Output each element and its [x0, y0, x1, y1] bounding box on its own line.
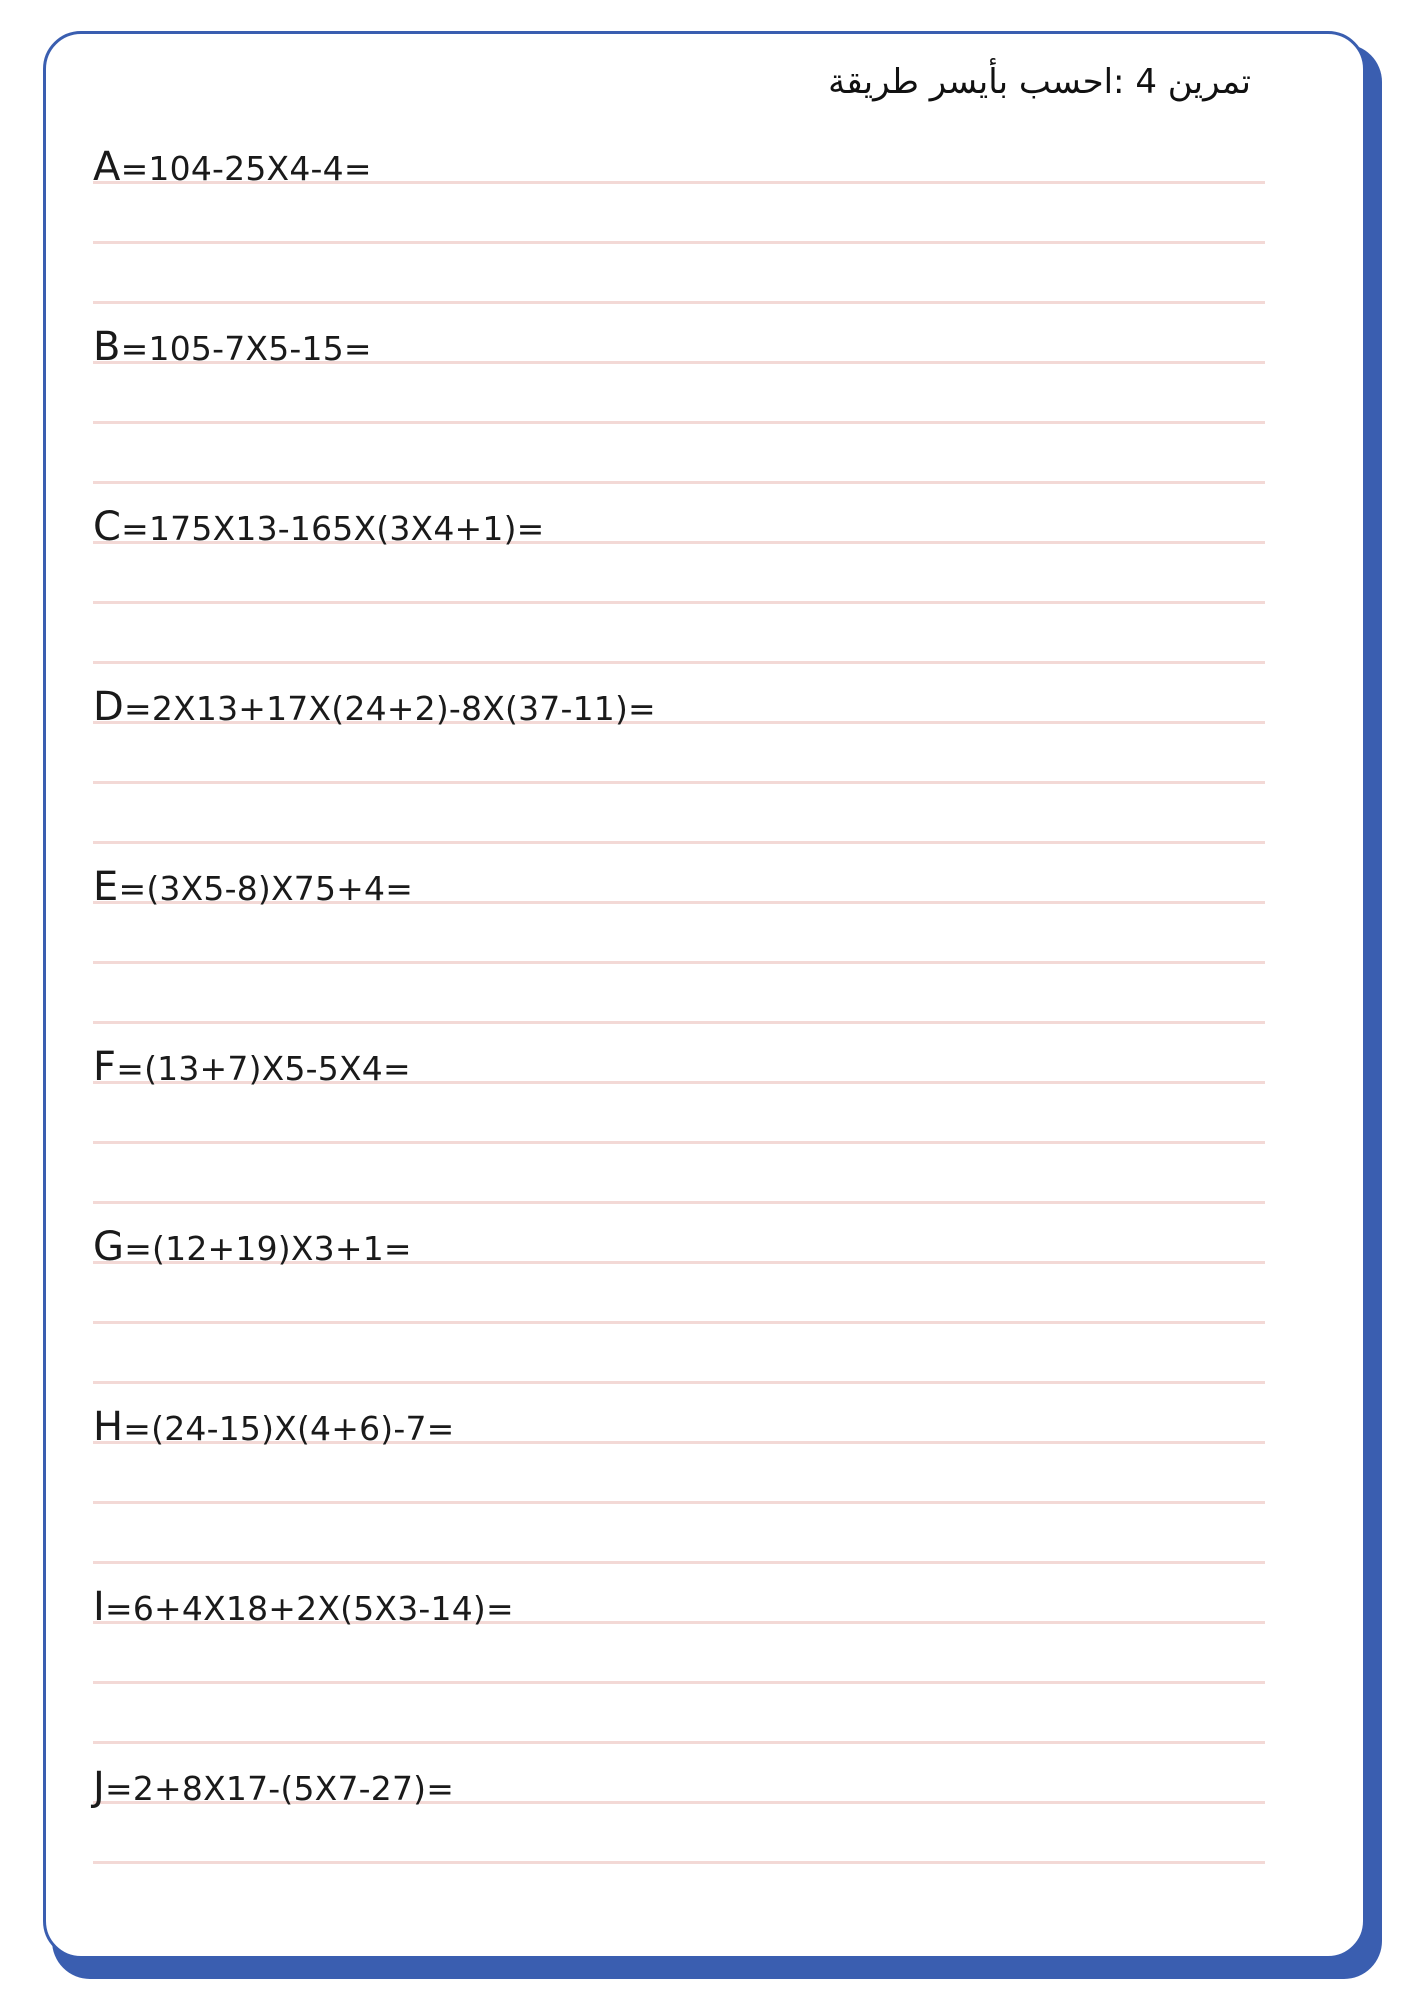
expression-text: =105-7X5-15= — [120, 329, 372, 368]
variable-letter: H — [93, 1404, 124, 1450]
variable-letter: C — [93, 504, 122, 550]
ruled-line — [93, 1861, 1265, 1864]
expression-text: =(3X5-8)X75+4= — [118, 869, 414, 908]
expression-text: =2X13+17X(24+2)-8X(37-11)= — [124, 689, 656, 728]
variable-letter: I — [93, 1584, 105, 1630]
expression-e — [93, 864, 413, 910]
expression-i — [93, 1584, 514, 1630]
expression-text: =6+4X18+2X(5X3-14)= — [105, 1589, 514, 1628]
expression-d — [93, 684, 656, 730]
expression-text: =175X13-165X(3X4+1)= — [121, 509, 545, 548]
ruled-line — [93, 1021, 1265, 1024]
expression-c — [93, 504, 545, 550]
ruled-line — [93, 781, 1265, 784]
expression-j — [93, 1764, 454, 1810]
ruled-line — [93, 421, 1265, 424]
variable-letter: F — [93, 1044, 117, 1090]
ruled-line — [93, 1381, 1265, 1384]
expression-text: =(12+19)X3+1= — [124, 1229, 412, 1268]
ruled-line — [93, 1321, 1265, 1324]
ruled-line — [93, 601, 1265, 604]
expression-f — [93, 1044, 411, 1090]
ruled-line — [93, 241, 1265, 244]
variable-letter: D — [93, 684, 125, 730]
expression-h — [93, 1404, 455, 1450]
expression-g — [93, 1224, 412, 1270]
expression-text: =(24-15)X(4+6)-7= — [123, 1409, 455, 1448]
ruled-line — [93, 1561, 1265, 1564]
variable-letter: G — [93, 1224, 125, 1270]
expression-text: =104-25X4-4= — [120, 149, 372, 188]
worksheet-frame — [43, 31, 1366, 1959]
ruled-line — [93, 1741, 1265, 1744]
expression-a — [93, 144, 372, 190]
ruled-line — [93, 1501, 1265, 1504]
expression-text: =2+8X17-(5X7-27)= — [105, 1769, 455, 1808]
expression-text: =(13+7)X5-5X4= — [116, 1049, 411, 1088]
ruled-line — [93, 961, 1265, 964]
ruled-line — [93, 841, 1265, 844]
exercise-title: تمرين 4 :احسب بأيسر طريقة — [828, 62, 1251, 102]
variable-letter: B — [93, 324, 121, 370]
ruled-line — [93, 301, 1265, 304]
ruled-line — [93, 481, 1265, 484]
ruled-line — [93, 1141, 1265, 1144]
ruled-line — [93, 1201, 1265, 1204]
variable-letter: E — [93, 864, 119, 910]
expression-b — [93, 324, 372, 370]
ruled-line — [93, 661, 1265, 664]
ruled-line — [93, 1681, 1265, 1684]
variable-letter: J — [93, 1764, 105, 1810]
variable-letter: A — [93, 144, 121, 190]
